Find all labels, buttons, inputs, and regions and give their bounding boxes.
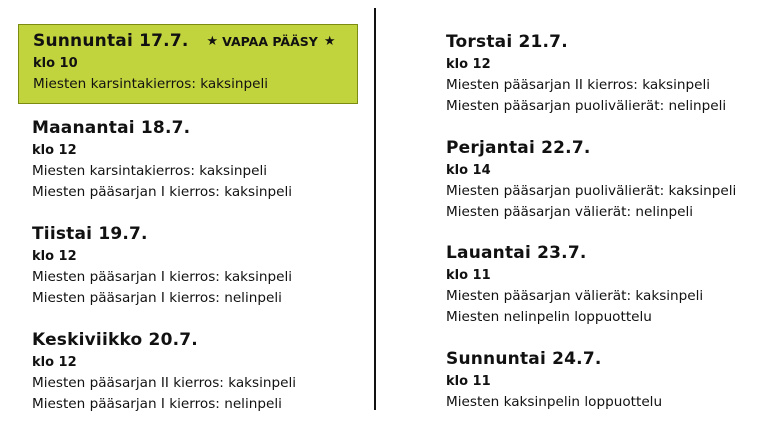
day-time: klo 12 [32, 249, 77, 264]
event-item: Miesten nelinpelin loppuottelu [446, 309, 652, 325]
day-block-monday-18 [18, 118, 358, 203]
day-title: Sunnuntai 17.7. [33, 31, 189, 51]
day-title: Perjantai 22.7. [446, 138, 591, 158]
event-item: Miesten pääsarjan välierät: nelinpeli [446, 204, 694, 220]
day-time: klo 10 [33, 56, 78, 71]
day-block-friday-22 [432, 138, 762, 223]
event-item: Miesten pääsarjan II kierros: kaksinpeli [446, 77, 711, 93]
star-icon: ★ [323, 34, 336, 49]
event-item: Miesten pääsarjan I kierros: kaksinpeli [32, 184, 293, 200]
free-entry-badge [207, 34, 336, 49]
day-time: klo 11 [446, 268, 491, 283]
day-block-thursday-21 [432, 32, 762, 117]
day-title: Lauantai 23.7. [446, 243, 587, 263]
event-item: Miesten pääsarjan puolivälierät: nelinpeli [446, 98, 727, 114]
column-divider [374, 8, 376, 410]
day-title: Maanantai 18.7. [32, 118, 191, 138]
day-title: Torstai 21.7. [446, 32, 568, 52]
event-item: Miesten pääsarjan II kierros: kaksinpeli [32, 375, 297, 391]
event-item: Miesten karsintakierros: kaksinpeli [33, 76, 269, 92]
event-item: Miesten pääsarjan I kierros: kaksinpeli [32, 269, 293, 285]
free-entry-label: VAPAA PÄÄSY [222, 34, 318, 49]
day-block-saturday-23 [432, 243, 762, 328]
day-time: klo 12 [32, 355, 77, 370]
day-title: Tiistai 19.7. [32, 224, 148, 244]
day-time: klo 14 [446, 163, 491, 178]
event-item: Miesten pääsarjan puolivälierät: kaksinpeli [446, 183, 737, 199]
event-item: Miesten pääsarjan välierät: kaksinpeli [446, 288, 704, 304]
day-block-tuesday-19 [18, 224, 358, 309]
event-item: Miesten karsintakierros: kaksinpeli [32, 163, 268, 179]
day-time: klo 11 [446, 374, 491, 389]
day-title-row [33, 31, 357, 52]
day-time: klo 12 [446, 57, 491, 72]
day-time: klo 12 [32, 143, 77, 158]
day-title: Sunnuntai 24.7. [446, 349, 602, 369]
day-title: Keskiviikko 20.7. [32, 330, 198, 350]
day-block-sunday-24 [432, 349, 762, 413]
star-icon: ★ [206, 34, 219, 49]
event-item: Miesten pääsarjan I kierros: nelinpeli [32, 396, 282, 412]
event-item: Miesten kaksinpelin loppuottelu [446, 394, 663, 410]
event-item: Miesten pääsarjan I kierros: nelinpeli [32, 290, 282, 306]
day-block-sunday-17 [18, 24, 358, 104]
day-block-wednesday-20 [18, 330, 358, 415]
